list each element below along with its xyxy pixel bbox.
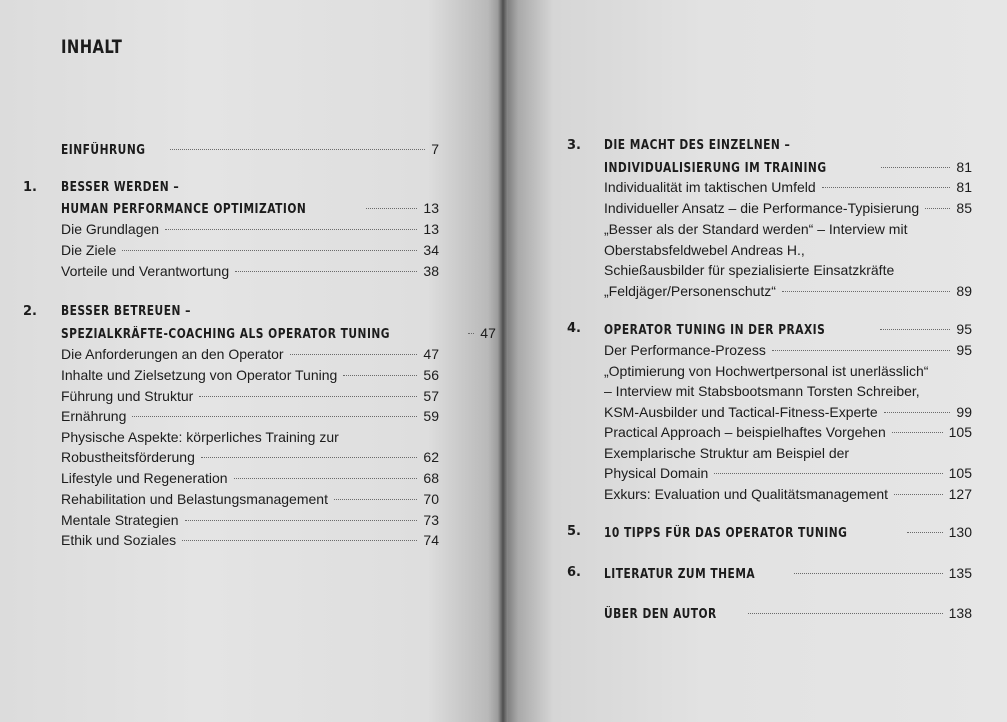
toc-title: Inhalte und Zielsetzung von Operator Tuning <box>61 367 338 383</box>
toc-leader <box>290 354 418 355</box>
toc-entry-line <box>604 240 805 260</box>
toc-title: Die Grundlagen <box>61 221 160 237</box>
toc-title: Rehabilitation und Belastungsmanagement <box>61 491 328 507</box>
toc-leader <box>122 250 417 251</box>
toc-leader <box>782 291 950 292</box>
toc-title: „Optimierung von Hochwertpersonal ist unerlässlich“ <box>604 363 929 379</box>
toc-title: 10 TIPPS FÜR DAS OPERATOR TUNING <box>604 526 848 541</box>
toc-title: Ernährung <box>61 408 127 424</box>
page-title: INHALT <box>61 36 123 58</box>
toc-entry-ch5 <box>604 522 972 542</box>
toc-entry <box>61 386 439 406</box>
chapter-number: 1. <box>23 180 37 195</box>
toc-title: Physische Aspekte: körperliches Training zur <box>61 429 339 445</box>
toc-leader <box>170 149 425 150</box>
chapter-number: 5. <box>567 524 581 539</box>
toc-title: KSM-Ausbilder und Tactical-Fitness-Experte <box>604 404 878 420</box>
toc-title: Oberstabsfeldwebel Andreas H., <box>604 242 805 258</box>
toc-page: 68 <box>423 470 439 486</box>
toc-title: Lifestyle und Regeneration <box>61 470 228 486</box>
toc-title: HUMAN PERFORMANCE OPTIMIZATION <box>61 202 307 217</box>
chapter-number: 3. <box>567 138 581 153</box>
toc-entry-line <box>604 361 928 381</box>
toc-title: INDIVIDUALISIERUNG IM TRAINING <box>604 161 827 176</box>
toc-title: „Besser als der Standard werden“ – Interview mit <box>604 221 908 237</box>
toc-leader <box>881 167 950 168</box>
toc-leader <box>894 494 943 495</box>
toc-leader <box>334 499 417 500</box>
toc-page: 127 <box>948 486 972 502</box>
chapter-title-line <box>61 178 205 198</box>
toc-entry <box>604 422 972 442</box>
toc-page: 95 <box>956 321 972 337</box>
book-gutter <box>498 0 508 722</box>
toc-page: 85 <box>956 200 972 216</box>
toc-entry <box>61 261 439 281</box>
toc-page: 81 <box>956 179 972 195</box>
toc-leader <box>822 187 951 188</box>
toc-entry-intro <box>61 139 439 159</box>
toc-entry <box>604 463 972 483</box>
toc-title: Practical Approach – beispielhaftes Vorgehen <box>604 424 886 440</box>
toc-title: Die Anforderungen an den Operator <box>61 346 284 362</box>
toc-page: 138 <box>948 605 972 621</box>
toc-page: 89 <box>956 283 972 299</box>
toc-entry <box>61 240 439 260</box>
chapter-number: 6. <box>567 565 581 580</box>
toc-page: 7 <box>431 141 439 157</box>
toc-entry <box>61 365 439 385</box>
toc-title: Schießausbilder für spezialisierte Einsatzkräfte <box>604 262 895 278</box>
chapter-title-line <box>61 302 219 322</box>
toc-entry <box>61 344 439 364</box>
toc-entry-author <box>604 603 972 623</box>
toc-page: 47 <box>423 346 439 362</box>
toc-title: Vorteile und Verantwortung <box>61 263 230 279</box>
toc-entry <box>604 340 972 360</box>
toc-title: BESSER WERDEN – <box>61 180 180 195</box>
toc-title: Exkurs: Evaluation und Qualitätsmanagement <box>604 486 889 502</box>
chapter-number: 4. <box>567 321 581 336</box>
toc-entry <box>604 281 972 301</box>
toc-entry-line <box>604 381 920 401</box>
toc-leader <box>201 457 418 458</box>
toc-entry-line <box>61 427 339 447</box>
toc-entry <box>61 489 439 509</box>
toc-page: 73 <box>423 512 439 528</box>
toc-entry-line <box>604 443 849 463</box>
toc-page: 57 <box>423 388 439 404</box>
toc-leader <box>165 229 417 230</box>
toc-entry-line <box>604 260 894 280</box>
toc-entry-line <box>604 219 907 239</box>
toc-entry <box>604 177 972 197</box>
toc-leader <box>132 416 417 417</box>
toc-title: „Feldjäger/Personenschutz“ <box>604 283 776 299</box>
toc-title: SPEZIALKRÄFTE-COACHING ALS OPERATOR TUNING <box>61 327 391 342</box>
toc-leader <box>199 396 417 397</box>
toc-leader <box>235 271 417 272</box>
toc-title: OPERATOR TUNING IN DER PRAXIS <box>604 323 826 338</box>
toc-leader <box>772 350 951 351</box>
toc-title: ÜBER DEN AUTOR <box>604 607 717 622</box>
toc-title: Exemplarische Struktur am Beispiel der <box>604 445 850 461</box>
toc-entry-ch1 <box>61 198 439 218</box>
chapter-title-line <box>604 136 831 156</box>
toc-entry <box>61 510 439 530</box>
toc-title: Mentale Strategien <box>61 512 179 528</box>
toc-page: 56 <box>423 367 439 383</box>
toc-leader <box>182 540 417 541</box>
toc-page: 38 <box>423 263 439 279</box>
toc-title: EINFÜHRUNG <box>61 143 146 158</box>
toc-leader <box>748 613 943 614</box>
toc-page: 47 <box>480 325 496 341</box>
toc-title: Ethik und Soziales <box>61 532 177 548</box>
toc-entry <box>61 219 439 239</box>
toc-page: 81 <box>956 159 972 175</box>
toc-leader <box>925 208 950 209</box>
toc-title: – Interview mit Stabsbootsmann Torsten Schreiber, <box>604 383 920 399</box>
toc-title: Die Ziele <box>61 242 117 258</box>
toc-title: DIE MACHT DES EINZELNEN – <box>604 138 791 153</box>
toc-entry <box>604 198 972 218</box>
toc-entry-ch3 <box>604 157 972 177</box>
toc-page: 74 <box>423 532 439 548</box>
toc-entry-ch2 <box>61 323 496 343</box>
chapter-number: 2. <box>23 304 37 319</box>
toc-leader <box>185 520 418 521</box>
toc-title: Führung und Struktur <box>61 388 194 404</box>
toc-page: 105 <box>948 465 972 481</box>
toc-leader <box>234 478 418 479</box>
toc-title: Individueller Ansatz – die Performance-Typisierung <box>604 200 920 216</box>
toc-page: 99 <box>956 404 972 420</box>
toc-page: 95 <box>956 342 972 358</box>
toc-entry <box>604 402 972 422</box>
toc-entry <box>61 468 439 488</box>
toc-entry-ch4 <box>604 319 972 339</box>
toc-entry-ch6 <box>604 563 972 583</box>
toc-page: 130 <box>948 524 972 540</box>
toc-leader <box>468 333 474 334</box>
toc-page: 59 <box>423 408 439 424</box>
toc-page: 62 <box>423 449 439 465</box>
toc-leader <box>880 329 951 330</box>
toc-page: 13 <box>423 221 439 237</box>
toc-title: Robustheitsförderung <box>61 449 195 465</box>
toc-title: BESSER BETREUEN – <box>61 304 191 319</box>
toc-entry <box>604 484 972 504</box>
toc-page: 13 <box>423 200 439 216</box>
toc-page: 135 <box>948 565 972 581</box>
toc-leader <box>884 412 951 413</box>
toc-leader <box>343 375 417 376</box>
toc-page: 70 <box>423 491 439 507</box>
toc-title: Der Performance-Prozess <box>604 342 766 358</box>
toc-leader <box>907 532 943 533</box>
toc-leader <box>892 432 943 433</box>
toc-entry <box>61 530 439 550</box>
toc-title: Physical Domain <box>604 465 709 481</box>
toc-title: LITERATUR ZUM THEMA <box>604 567 756 582</box>
toc-page: 105 <box>948 424 972 440</box>
toc-page: 34 <box>423 242 439 258</box>
toc-title: Individualität im taktischen Umfeld <box>604 179 816 195</box>
toc-leader <box>714 473 942 474</box>
toc-entry <box>61 447 439 467</box>
toc-leader <box>794 573 942 574</box>
toc-entry <box>61 406 439 426</box>
toc-leader <box>366 208 417 209</box>
